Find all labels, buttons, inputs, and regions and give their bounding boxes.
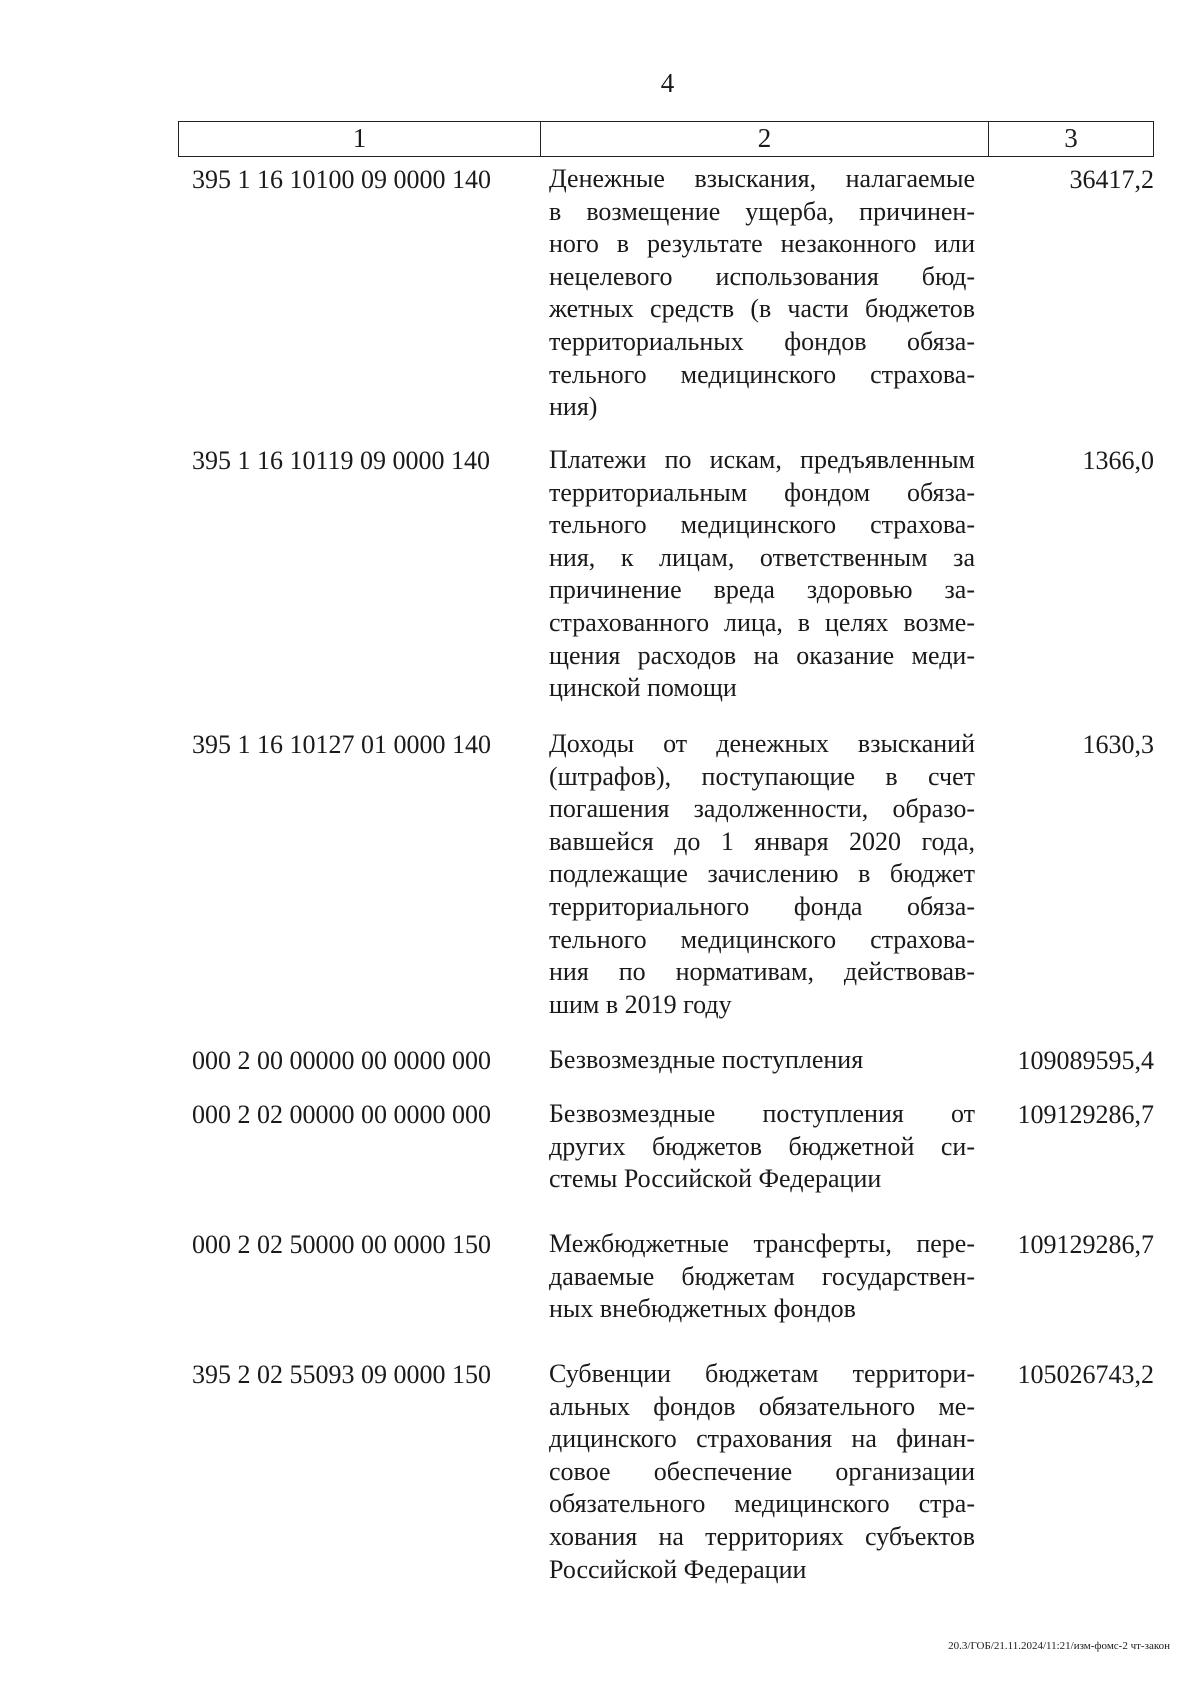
description — [549, 728, 975, 1021]
description — [549, 1228, 975, 1326]
description-line: альных фондов обязательного ме- — [549, 1391, 975, 1421]
description-line: шим в 2019 году — [549, 989, 732, 1019]
budget-code: 395 1 16 10100 09 0000 140 — [192, 165, 491, 194]
description-line: совое обеспечение организации — [549, 1456, 975, 1486]
description-line: даваемые бюджетам государствен- — [549, 1261, 975, 1291]
budget-code: 000 2 02 00000 00 0000 000 — [192, 1100, 491, 1129]
amount: 105026743,2 — [1017, 1360, 1154, 1389]
description-line: Денежные взыскания, налагаемые — [549, 164, 975, 193]
description — [549, 163, 975, 424]
description-line: страхованного лица, в целях возме- — [549, 607, 975, 637]
description-line: в возмещение ущерба, причинен- — [549, 196, 975, 226]
description-line: Доходы от денежных взысканий — [549, 729, 975, 758]
budget-code: 000 2 02 50000 00 0000 150 — [192, 1230, 491, 1259]
description-line: стемы Российской Федерации — [549, 1164, 882, 1194]
amount: 109129286,7 — [1017, 1100, 1154, 1129]
header-col-3: 3 — [1064, 123, 1078, 153]
amount: 36417,2 — [1069, 165, 1154, 194]
description — [549, 444, 975, 705]
header-col-2: 2 — [541, 122, 989, 156]
description-line: цинской помощи — [549, 673, 737, 703]
description-line: тельного медицинского страхова- — [549, 510, 975, 540]
description-line: тельного медицинского страхова- — [549, 924, 975, 954]
description-line: других бюджетов бюджетной си- — [549, 1131, 975, 1161]
description-line: территориального фонда обяза- — [549, 891, 975, 921]
description-line: Платежи по искам, предъявленным — [549, 445, 975, 474]
description — [549, 1098, 975, 1196]
description-line: ния, к лицам, ответственным за — [549, 542, 975, 572]
description-line: ния по нормативам, действовав- — [549, 957, 975, 987]
header-col-1: 1 — [179, 122, 541, 156]
description-line: хования на территориях субъектов — [549, 1521, 975, 1551]
description-line: тельного медицинского страхова- — [549, 359, 975, 389]
amount: 1630,3 — [1082, 730, 1154, 759]
page-number: 4 — [660, 68, 675, 98]
description-line: нецелевого использования бюд- — [549, 261, 975, 291]
description-line: территориальных фондов обяза- — [549, 326, 975, 356]
description-line: жетных средств (в части бюджетов — [549, 294, 975, 324]
budget-code: 395 2 02 55093 09 0000 150 — [192, 1360, 491, 1389]
description-line: Субвенции бюджетам территори- — [549, 1359, 975, 1388]
footer-reference: 20.3/ГОБ/21.11.2024/11:21/изм-фомс-2 чт-закон — [948, 1640, 1170, 1652]
description-line: ния) — [549, 392, 598, 422]
description-line: территориальным фондом обяза- — [549, 477, 975, 507]
amount: 109129286,7 — [1017, 1230, 1154, 1259]
description-line: вавшейся до 1 января 2020 года, — [549, 826, 975, 856]
amount: 1366,0 — [1082, 446, 1154, 475]
description-line: ного в результате незаконного или — [549, 229, 975, 259]
description-line: погашения задолженности, образо- — [549, 794, 975, 824]
description-line: причинение вреда здоровью за- — [549, 575, 975, 605]
description-line: (штрафов), поступающие в счет — [549, 761, 975, 791]
description-line: дицинского страхования на финан- — [549, 1424, 975, 1454]
description-line: Российской Федерации — [549, 1554, 807, 1584]
description-line: Безвозмездные поступления — [549, 1045, 864, 1074]
description-line: Безвозмездные поступления от — [549, 1099, 975, 1128]
budget-code: 000 2 00 00000 00 0000 000 — [192, 1046, 491, 1075]
budget-code: 395 1 16 10119 09 0000 140 — [192, 446, 491, 475]
description-line: щения расходов на оказание меди- — [549, 640, 975, 670]
description — [549, 1358, 975, 1586]
description — [549, 1044, 975, 1077]
description-line: Межбюджетные трансферты, пере- — [549, 1229, 975, 1258]
description-line: обязательного медицинского стра- — [549, 1489, 975, 1519]
budget-code: 395 1 16 10127 01 0000 140 — [192, 730, 491, 759]
description-line: подлежащие зачислению в бюджет — [549, 859, 975, 889]
description-line: ных внебюджетных фондов — [549, 1294, 856, 1324]
table-header — [178, 121, 1154, 157]
amount: 109089595,4 — [1017, 1046, 1154, 1075]
